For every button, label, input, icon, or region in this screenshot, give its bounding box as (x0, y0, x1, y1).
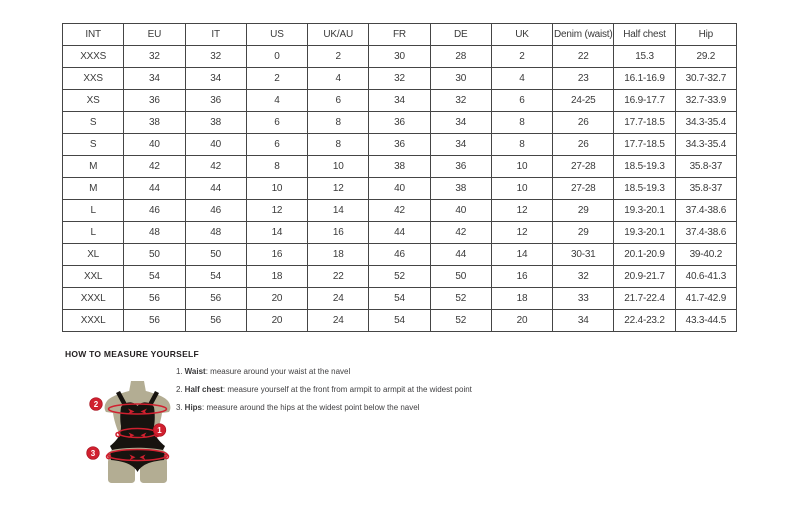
table-cell: 8 (246, 156, 307, 178)
table-cell: 50 (124, 244, 185, 266)
table-cell: 43.3-44.5 (675, 310, 736, 332)
table-cell: 30 (430, 68, 491, 90)
table-cell: 41.7-42.9 (675, 288, 736, 310)
measure-step-hips (176, 403, 472, 413)
table-cell: 54 (124, 266, 185, 288)
table-cell: 29.2 (675, 46, 736, 68)
table-cell: 30 (369, 46, 430, 68)
table-cell: 20.9-21.7 (614, 266, 675, 288)
table-cell: 20 (246, 310, 307, 332)
waist-loop-end-ring (116, 433, 120, 437)
table-cell: 34 (430, 134, 491, 156)
table-cell: 56 (185, 288, 246, 310)
table-cell: 28 (430, 46, 491, 68)
table-cell: 46 (369, 244, 430, 266)
table-cell: 50 (430, 266, 491, 288)
table-cell: 42 (124, 156, 185, 178)
table-cell: S (63, 134, 124, 156)
table-cell: 18.5-19.3 (614, 178, 675, 200)
table-cell: 34 (430, 112, 491, 134)
table-cell: M (63, 156, 124, 178)
table-row (63, 134, 737, 156)
table-row (63, 68, 737, 90)
table-cell: 35.8-37 (675, 156, 736, 178)
how-to-measure-heading: HOW TO MEASURE YOURSELF (65, 349, 199, 359)
table-cell: 21.7-22.4 (614, 288, 675, 310)
table-cell: 42 (430, 222, 491, 244)
table-cell: 36 (185, 90, 246, 112)
table-cell: 16 (491, 266, 552, 288)
table-cell: 56 (185, 310, 246, 332)
hips-badge-number: 3 (90, 448, 96, 458)
table-cell: 20 (491, 310, 552, 332)
table-cell: 12 (491, 222, 552, 244)
table-cell: 46 (185, 200, 246, 222)
table-cell: 37.4-38.6 (675, 200, 736, 222)
table-cell: XS (63, 90, 124, 112)
table-row (63, 288, 737, 310)
table-cell: 29 (553, 200, 614, 222)
table-cell: 35.8-37 (675, 178, 736, 200)
table-cell: 34 (369, 90, 430, 112)
table-cell: 19.3-20.1 (614, 200, 675, 222)
table-cell: 36 (369, 112, 430, 134)
table-cell: 6 (491, 90, 552, 112)
column-header: Half chest (614, 24, 675, 46)
table-cell: 34.3-35.4 (675, 134, 736, 156)
table-cell: 52 (430, 310, 491, 332)
table-cell: 6 (246, 134, 307, 156)
table-cell: 14 (308, 200, 369, 222)
table-cell: 16.9-17.7 (614, 90, 675, 112)
column-header: Denim (waist) (553, 24, 614, 46)
table-cell: 22 (308, 266, 369, 288)
table-cell: 20.1-20.9 (614, 244, 675, 266)
column-header: DE (430, 24, 491, 46)
table-cell: 34 (553, 310, 614, 332)
table-cell: 32.7-33.9 (675, 90, 736, 112)
table-cell: 4 (308, 68, 369, 90)
table-cell: L (63, 200, 124, 222)
table-cell: 10 (308, 156, 369, 178)
table-cell: 54 (369, 288, 430, 310)
table-row (63, 112, 737, 134)
table-cell: 26 (553, 134, 614, 156)
step-label: Waist (184, 367, 206, 376)
table-cell: XL (63, 244, 124, 266)
table-cell: 44 (124, 178, 185, 200)
table-cell: 37.4-38.6 (675, 222, 736, 244)
table-cell: 44 (185, 178, 246, 200)
step-text: : measure yourself at the front from armpit to armpit at the widest point (222, 385, 472, 394)
table-cell: 38 (124, 112, 185, 134)
table-cell: 18 (491, 288, 552, 310)
table-cell: 30-31 (553, 244, 614, 266)
table-cell: 24 (308, 288, 369, 310)
table-cell: L (63, 222, 124, 244)
table-cell: 44 (430, 244, 491, 266)
table-cell: 17.7-18.5 (614, 112, 675, 134)
table-cell: 20 (246, 288, 307, 310)
table-cell: 38 (369, 156, 430, 178)
table-cell: 33 (553, 288, 614, 310)
table-cell: 56 (124, 310, 185, 332)
table-row (63, 46, 737, 68)
step-label: Hips (184, 403, 203, 412)
table-cell: 39-40.2 (675, 244, 736, 266)
table-row (63, 310, 737, 332)
table-cell: 24-25 (553, 90, 614, 112)
step-number: 1. (176, 367, 183, 376)
table-cell: S (63, 112, 124, 134)
table-cell: 10 (491, 156, 552, 178)
waist-badge-number: 1 (157, 425, 162, 435)
table-cell: 4 (246, 90, 307, 112)
table-cell: XXXS (63, 46, 124, 68)
table-row (63, 222, 737, 244)
table-cell: 6 (246, 112, 307, 134)
measure-step-waist (176, 367, 472, 377)
column-header: US (246, 24, 307, 46)
table-cell: 2 (308, 46, 369, 68)
table-row (63, 266, 737, 288)
table-cell: 52 (430, 288, 491, 310)
table-cell: XXS (63, 68, 124, 90)
table-cell: 52 (369, 266, 430, 288)
table-cell: 56 (124, 288, 185, 310)
table-cell: 27-28 (553, 178, 614, 200)
table-header-row (63, 24, 737, 46)
table-cell: 14 (246, 222, 307, 244)
table-cell: 40 (430, 200, 491, 222)
table-cell: 36 (430, 156, 491, 178)
table-cell: 26 (553, 112, 614, 134)
table-cell: 48 (185, 222, 246, 244)
table-cell: 17.7-18.5 (614, 134, 675, 156)
column-header: EU (124, 24, 185, 46)
column-header: UK/AU (308, 24, 369, 46)
table-cell: 15.3 (614, 46, 675, 68)
table-row (63, 156, 737, 178)
table-cell: 32 (185, 46, 246, 68)
table-cell: 8 (308, 134, 369, 156)
table-cell: 22 (553, 46, 614, 68)
table-row (63, 244, 737, 266)
table-cell: 38 (430, 178, 491, 200)
table-cell: 32 (124, 46, 185, 68)
size-chart-table (62, 23, 737, 332)
table-cell: 40 (185, 134, 246, 156)
table-cell: 36 (124, 90, 185, 112)
table-cell: 32 (430, 90, 491, 112)
table-cell: 50 (185, 244, 246, 266)
table-cell: 46 (124, 200, 185, 222)
table-cell: XXXL (63, 310, 124, 332)
table-cell: 40 (369, 178, 430, 200)
table-cell: 32 (553, 266, 614, 288)
table-cell: 40.6-41.3 (675, 266, 736, 288)
table-cell: 34 (124, 68, 185, 90)
table-cell: 32 (369, 68, 430, 90)
mannequin-illustration-icon (80, 376, 205, 488)
table-cell: 34.3-35.4 (675, 112, 736, 134)
table-cell: 18.5-19.3 (614, 156, 675, 178)
table-cell: XXXL (63, 288, 124, 310)
table-cell: 14 (491, 244, 552, 266)
table-cell: 18 (308, 244, 369, 266)
table-cell: 48 (124, 222, 185, 244)
step-text: : measure around the hips at the widest point below the navel (202, 403, 420, 412)
table-cell: 16 (246, 244, 307, 266)
table-cell: 8 (308, 112, 369, 134)
measure-steps (176, 367, 472, 421)
column-header: INT (63, 24, 124, 46)
step-number: 2. (176, 385, 183, 394)
table-cell: M (63, 178, 124, 200)
table-cell: 24 (308, 310, 369, 332)
table-row (63, 178, 737, 200)
table-cell: 0 (246, 46, 307, 68)
step-label: Half chest (184, 385, 223, 394)
table-cell: 10 (246, 178, 307, 200)
table-cell: 12 (308, 178, 369, 200)
table-cell: 10 (491, 178, 552, 200)
table-cell: 22.4-23.2 (614, 310, 675, 332)
table-cell: 19.3-20.1 (614, 222, 675, 244)
table-cell: 2 (491, 46, 552, 68)
table-cell: 12 (491, 200, 552, 222)
table-cell: 2 (246, 68, 307, 90)
table-cell: 12 (246, 200, 307, 222)
step-text: : measure around your waist at the navel (205, 367, 351, 376)
column-header: FR (369, 24, 430, 46)
table-cell: 8 (491, 134, 552, 156)
table-cell: 40 (124, 134, 185, 156)
chest-badge-number: 2 (93, 399, 99, 409)
table-row (63, 200, 737, 222)
table-cell: 54 (185, 266, 246, 288)
table-cell: 30.7-32.7 (675, 68, 736, 90)
measure-step-half-chest (176, 385, 472, 395)
table-cell: 16.1-16.9 (614, 68, 675, 90)
table-cell: 36 (369, 134, 430, 156)
table-cell: 38 (185, 112, 246, 134)
table-cell: 44 (369, 222, 430, 244)
table-cell: 23 (553, 68, 614, 90)
table-cell: XXL (63, 266, 124, 288)
column-header: Hip (675, 24, 736, 46)
measurement-figure (80, 376, 205, 488)
table-cell: 29 (553, 222, 614, 244)
table-cell: 16 (308, 222, 369, 244)
table-cell: 4 (491, 68, 552, 90)
table-cell: 54 (369, 310, 430, 332)
table-cell: 34 (185, 68, 246, 90)
column-header: UK (491, 24, 552, 46)
table-cell: 18 (246, 266, 307, 288)
step-number: 3. (176, 403, 183, 412)
table-cell: 42 (369, 200, 430, 222)
table-cell: 42 (185, 156, 246, 178)
table-cell: 27-28 (553, 156, 614, 178)
table-cell: 8 (491, 112, 552, 134)
table-cell: 6 (308, 90, 369, 112)
table-row (63, 90, 737, 112)
column-header: IT (185, 24, 246, 46)
